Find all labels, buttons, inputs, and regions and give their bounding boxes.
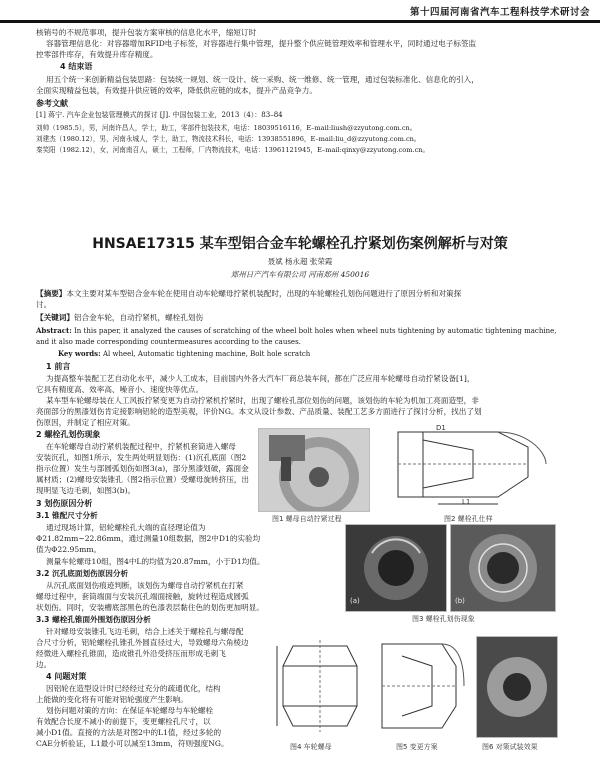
author-bio: 刘建杰（1980.12），男，河南永城人，学士，助工，物流技术科长，电话：13938551896，E–mail:liu_d@zzyutong.com.cn。 <box>36 135 421 143</box>
body-line: 伤原因，并制定了相应对策。 <box>36 418 135 427</box>
section-heading: 3 划伤原因分析 <box>36 499 93 508</box>
body-line: 属材质；(2)螺母安装锥孔（图2指示位置）受螺母旋转挤压，出 <box>36 475 250 484</box>
body-line: 针对螺母安装锥孔飞边毛刺，结合上述关于螺栓孔与螺母配 <box>46 627 244 636</box>
en-keywords-text: Al wheel, Automatic tightening machine, Bolt hole scratch <box>102 350 311 358</box>
body-line: 值为Φ22.95mm。 <box>36 545 102 554</box>
reference-item: [1] 蒋宁. 汽车企业包装管理模式的探讨 [J]. 中国包装工业，2013（4）：83–84 <box>36 111 283 119</box>
figure-2-drawing <box>378 422 554 510</box>
prev-text-line: 容器管理信息化：对容器增加RFID电子标签，对容器进行集中管理，提升整个供应链管理效率和管理水平，同时通过电子标签监 <box>46 39 477 48</box>
prev-text-line: 全面实现精益包装，有效提升供应链的效率，降低供应链的成本，提升产品竞争力。 <box>36 86 317 95</box>
author-bio: 秦笑阳（1982.12），女，河南南召人，硕士，工程师，厂内物流技术，电话：13961121945，E–mail:qinxy@zzyutong.com.cn。 <box>36 146 430 154</box>
prev-text-line: 用五个统一来创新精益包装思路：包装统一规划、统一设计、统一采购、统一维修、统一管理，通过包装标准化、信息化的引入， <box>46 75 479 84</box>
body-line: 它具有精度高、效率高、噪音小、速度快等优点。 <box>36 385 204 394</box>
figure-3a-label: (a) <box>350 597 360 605</box>
body-line: 测量车轮螺母10组，图4中L的均值为20.87mm，小于D1均值。 <box>46 557 265 566</box>
body-line: 通过现场计算，铝轮螺栓孔大端的直径理论值为 <box>46 523 206 532</box>
header-rule <box>0 20 600 23</box>
body-line: Φ21.82mm~22.86mm，通过测量10组数据，图2中D1的实验均 <box>36 534 261 543</box>
section-heading: 4 问题对策 <box>46 672 87 681</box>
figure-4-caption: 图4 车轮螺母 <box>290 743 332 751</box>
en-abstract-label: Abstract: <box>36 326 72 335</box>
abstract-label: 【摘要】 <box>36 289 67 298</box>
body-line: 从沉孔底面划伤痕迹判断，该划伤为螺母自动拧紧机在打紧 <box>46 581 244 590</box>
abstract-text: 讨。 <box>36 300 52 309</box>
body-line: 有效配合长度不减小的前提下，变更螺栓孔尺寸，以 <box>36 717 211 726</box>
subsection-heading: 3.2 沉孔底面划伤原因分析 <box>36 569 129 578</box>
en-abstract-text: and it also made corresponding countermeasures according to the causes. <box>36 338 301 346</box>
body-line: 经微进入螺栓孔锥面，造成锥孔外沿受挤压而形成毛刺飞 <box>36 649 226 658</box>
body-line: 指示位置）发生与部圆弧划伤如图3(a)，部分黑漆划破，露面金 <box>36 464 249 473</box>
author-bio: 刘帅（1985.5），男，河南许昌人，学士，助工，零部件包装技术，电话：18039516116，E–mail:liush@zzyutong.com.cn。 <box>36 124 417 132</box>
figure-5-caption: 图5 变更方案 <box>396 743 438 751</box>
figure-3-caption: 图3 螺栓孔划伤现象 <box>412 615 475 623</box>
subsection-heading: 3.3 螺栓孔锥面外围划伤原因分析 <box>36 615 151 624</box>
section-heading: 4 结束语 <box>60 62 93 71</box>
figure-1-photo <box>258 428 370 512</box>
body-line: 状划伤。同时，安装槽底部黑色的色漆表层黏住色的划伤更加明显。 <box>36 603 264 612</box>
section-heading: 1 前言 <box>46 362 71 371</box>
body-line: 减小D1值。直接的方法是对图2中的L1值，经过多轮的 <box>36 728 222 737</box>
article-title: HNSAE17315 某车型铝合金车轮螺栓孔拧紧划伤案例解析与对策 <box>92 236 508 252</box>
article-authors: 聂斌 杨永超 张荣霞 <box>267 257 333 266</box>
body-line: 为提高整车装配工艺自动化水平，减少人工成本，目前国内外各大汽车厂商总装车间，都在广泛应用车轮螺母自动拧紧设备[1]， <box>46 374 475 383</box>
body-line: 边。 <box>36 660 52 669</box>
references-heading: 参考文献 <box>36 99 68 108</box>
dimension-l1: L1 <box>462 498 471 506</box>
en-abstract-text: In this paper, it analyzed the causes of scratching of the wheel bolt holes when wheel nuts tightening by automatic tightening machine, <box>74 327 557 335</box>
figure-3a-photo <box>345 524 447 612</box>
subsection-heading: 3.1 锥配尺寸分析 <box>36 511 98 520</box>
body-line: CAE分析验证，L1最小可以减至13mm，符则强度NG。 <box>36 739 229 748</box>
prev-text-line: 核销号的不规范事项，提升包装方案审核的信息化水平，缩短订时 <box>36 28 257 37</box>
figure-2-caption: 图2 螺栓孔仕样 <box>444 515 493 523</box>
body-line: 安装沉孔，如图1所示，发生两处明显划伤：(1)沉孔底面（图2 <box>36 453 247 462</box>
figure-5-drawing <box>372 636 466 736</box>
journal-header <box>0 4 600 24</box>
body-line: 现明显飞边毛刺，如图3(b)。 <box>36 486 136 495</box>
keywords-label: 【关键词】 <box>36 313 74 322</box>
keywords-text: 铝合金车轮，自动拧紧机，螺栓孔划伤 <box>73 313 204 322</box>
body-line: 某车型车轮螺母装在人工风扳拧紧变更为自动拧紧机拧紧时，出现了螺栓孔部位划伤的问题，该划伤的车轮为机加工亮面造型，非 <box>46 396 479 405</box>
figure-6-photo <box>476 636 558 738</box>
figure-6-caption: 图6 对策试装效果 <box>482 743 538 751</box>
body-line: 划伤问题对策的方向：在保证车轮螺母与车轮螺栓 <box>46 706 214 715</box>
body-line: 亮面部分的黑漆划伤肯定接影响铝轮的造型美观，评价NG。本文从设计参数、产品质量、装配工艺多方面进行了探讨分析，找出了划 <box>36 407 482 416</box>
body-line: 螺母过程中，套筒端面与安装沉孔端面接触，旋转过程造成圆弧 <box>36 592 249 601</box>
figure-4-drawing <box>275 636 365 736</box>
abstract-text: 本文主要对某车型铝合金车轮在使用自动车轮螺母拧紧机装配时，出现的车轮螺栓孔划伤问题进行了原因分析和对策探 <box>66 289 462 298</box>
body-line: 合尺寸分析，铝轮螺栓孔锥孔外圆直径过大，导致螺母六角棱边 <box>36 638 249 647</box>
prev-text-line: 控零部件库存，有效提升库存精度。 <box>36 50 158 59</box>
en-keywords-label: Key words: <box>58 349 101 358</box>
journal-name: 第十四届河南省汽车工程科技学术研讨会 <box>409 7 590 18</box>
section-heading: 2 螺栓孔划伤现象 <box>36 430 101 439</box>
figure-1-caption: 图1 螺母自动拧紧过程 <box>272 515 342 523</box>
dimension-d1: D1 <box>436 424 446 432</box>
body-line: 因铝轮在造型设计时已经经过充分的疏通优化，结构 <box>46 684 221 693</box>
figure-3b-label: (b) <box>455 597 465 605</box>
body-line: 上能做的变化将有可能对铝轮强度产生影响。 <box>36 695 188 704</box>
figure-3b-photo <box>450 524 556 612</box>
article-affiliation: 郑州日产汽车有限公司 河南郑州 450016 <box>230 270 370 279</box>
body-line: 在车轮螺母自动拧紧机装配过程中，拧紧机套筒进入螺母 <box>46 442 236 451</box>
